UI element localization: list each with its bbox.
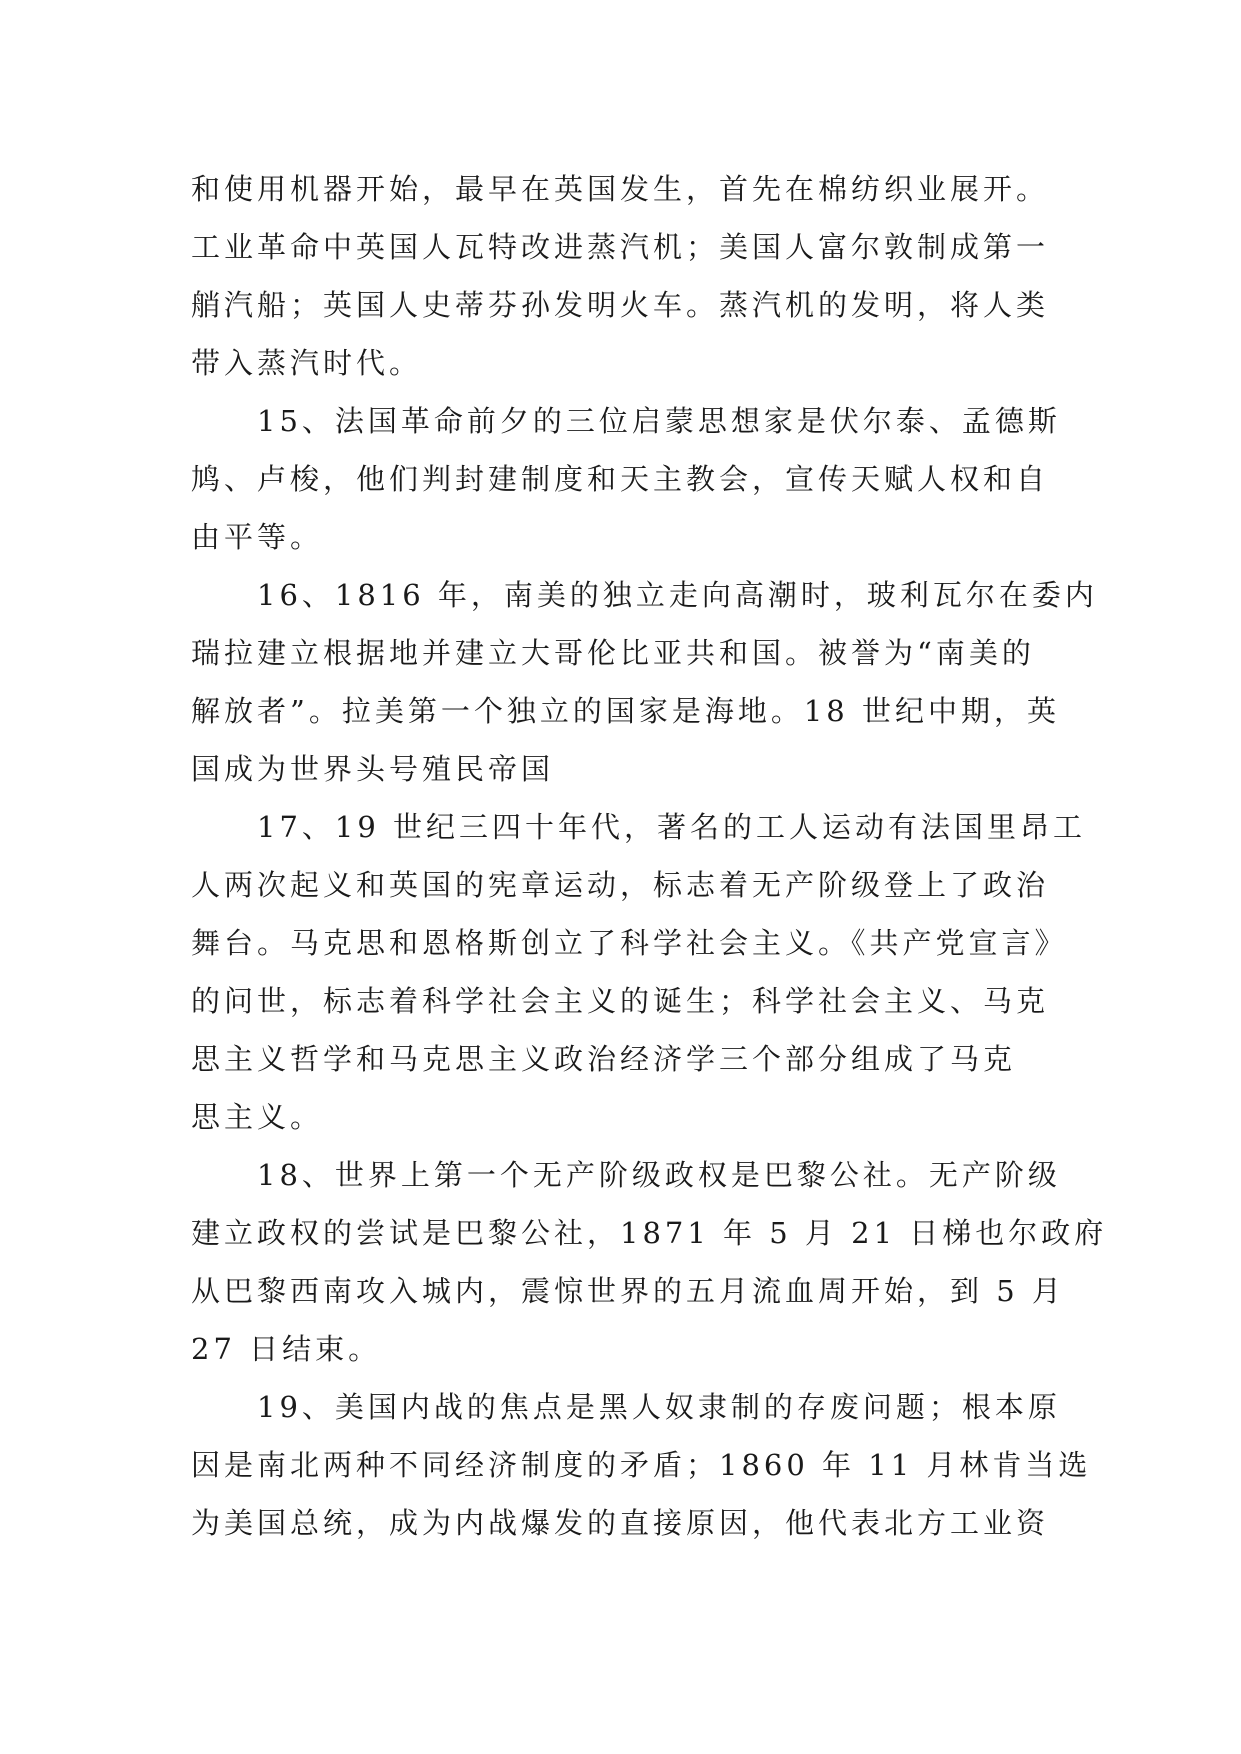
text-line: 思主义哲学和马克思主义政治经济学三个部分组成了马克: [191, 1042, 1017, 1076]
text-line: 瑞拉建立根据地并建立大哥伦比亚共和国。被誉为“南美的: [191, 636, 1035, 670]
text-line: 鸠、卢梭，他们判封建制度和天主教会，宣传天赋人权和自: [191, 462, 1050, 496]
document-body: [191, 160, 1108, 1552]
paragraph-18: [191, 1146, 1108, 1378]
text-line: 国成为世界头号殖民帝国: [191, 752, 555, 786]
paragraph-industrial-revolution: [191, 160, 1049, 392]
text-line: 工业革命中英国人瓦特改进蒸汽机；美国人富尔敦制成第一: [191, 230, 1050, 264]
text-line: 建立政权的尝试是巴黎公社，1871 年 5 月 21 日梯也尔政府: [191, 1216, 1108, 1250]
text-line: 17、19 世纪三四十年代，著名的工人运动有法国里昂工: [257, 810, 1087, 844]
text-line: 和使用机器开始，最早在英国发生，首先在棉纺织业展开。: [191, 172, 1050, 206]
paragraph-15: [191, 392, 1061, 566]
text-line: 为美国总统，成为内战爆发的直接原因，他代表北方工业资: [191, 1506, 1050, 1540]
paragraph-17: [191, 798, 1087, 1146]
text-line: 16、1816 年，南美的独立走向高潮时，玻利瓦尔在委内: [257, 578, 1098, 612]
text-line: 的问世，标志着科学社会主义的诞生；科学社会主义、马克: [191, 984, 1050, 1018]
text-line: 18、世界上第一个无产阶级政权是巴黎公社。无产阶级: [257, 1158, 1061, 1192]
text-line: 艄汽船；英国人史蒂芬孙发明火车。蒸汽机的发明，将人类: [191, 288, 1050, 322]
text-line: 27 日结束。: [191, 1332, 382, 1366]
text-line: 由平等。: [191, 520, 324, 554]
paragraph-16: [191, 566, 1098, 798]
text-line: 因是南北两种不同经济制度的矛盾；1860 年 11 月林肯当选: [191, 1448, 1092, 1482]
text-line: 人两次起义和英国的宪章运动，标志着无产阶级登上了政治: [191, 868, 1050, 902]
text-line: 解放者”。拉美第一个独立的国家是海地。18 世纪中期，英: [191, 694, 1060, 728]
paragraph-19: [191, 1378, 1092, 1552]
text-line: 15、法国革命前夕的三位启蒙思想家是伏尔泰、孟德斯: [257, 404, 1061, 438]
text-line: 19、美国内战的焦点是黑人奴隶制的存废问题；根本原: [257, 1390, 1061, 1424]
text-line: 舞台。马克思和恩格斯创立了科学社会主义。《共产党宣言》: [191, 926, 1068, 960]
text-line: 思主义。: [191, 1100, 324, 1134]
text-line: 带入蒸汽时代。: [191, 346, 423, 380]
text-line: 从巴黎西南攻入城内，震惊世界的五月流血周开始，到 5 月: [191, 1274, 1065, 1308]
